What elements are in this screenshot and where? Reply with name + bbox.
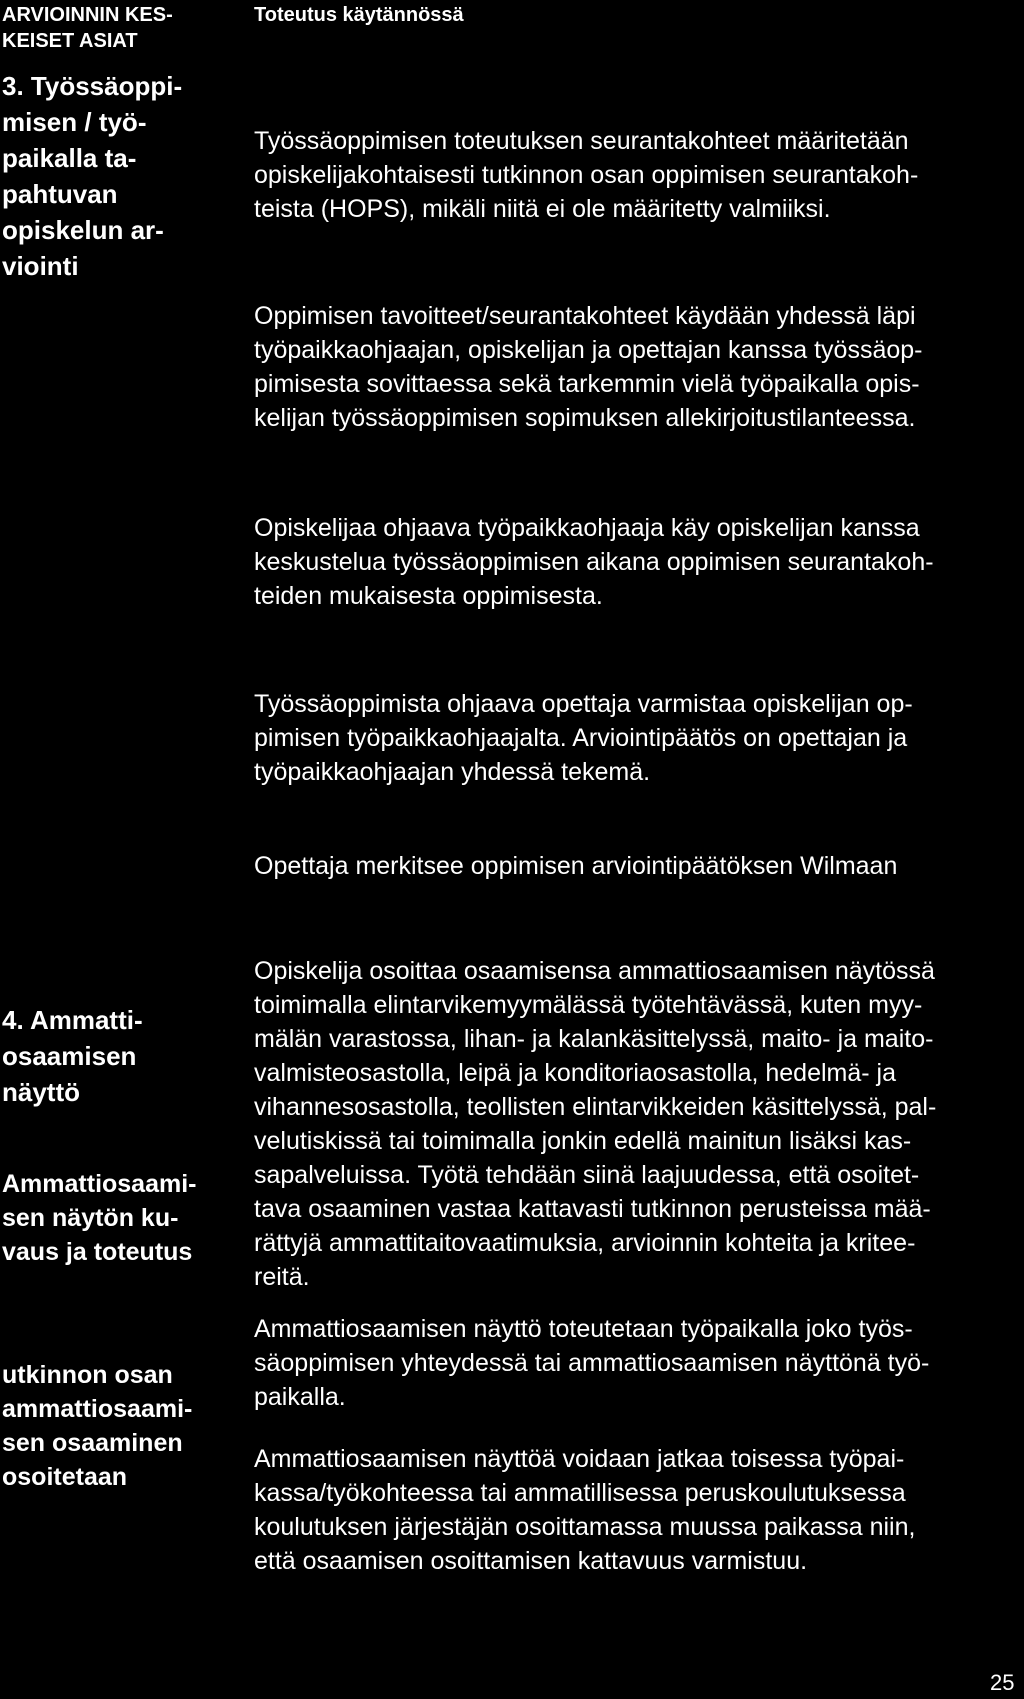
section-4-subheading-scope: utkinnon osan ammattiosaami- sen osaaminen osoitetaan <box>2 1361 193 1491</box>
column-header-left: ARVIOINNIN KES- KEISET ASIAT <box>2 4 173 52</box>
section-3-paragraph-4: Työssäoppimista ohjaava opettaja varmistaa opiskelijan op- pimisen työpaikkaohjaajalta. Arviointipäätös on opettajan ja työpaikkaohjaajan yhdessä tekemä. <box>254 690 913 786</box>
section-4-paragraph-1: Opiskelija osoittaa osaamisensa ammattiosaamisen näytössä toimimalla elintarvikemyymälässä työtehtävässä, kuten myy- mälän varastossa, lihan- ja kalankäsittelyssä, maito- ja maito- valmisteosastolla, leipä ja konditoriaosastolla, hedelmä- ja vihannesosastolla, teollisten elintarvikkeiden käsittelyssä, pal- velutiskissä tai toimimalla jonkin edellä mainitun lisäksi kas- sapalveluissa. Työtä tehdään siinä laajuudessa, että osoitet- tava osaaminen vastaa kattavasti tutkinnon perusteissa mää- rättyjä ammattitaitovaatimuksia, arvioinnin kohteita ja kritee- reitä. <box>254 957 937 1291</box>
section-4-paragraph-3: Ammattiosaamisen näyttöä voidaan jatkaa toisessa työpai- kassa/työkohteessa tai ammatillisessa peruskoulutuksessa koulutuksen järjestäjän osoittamassa muussa paikassa niin, että osaamisen osoittamisen kattavuus varmistuu. <box>254 1445 916 1575</box>
section-3-paragraph-1: Työssäoppimisen toteutuksen seurantakohteet määritetään opiskelijakohtaisesti tutkinnon osan oppimisen seurantakoh- teista (HOPS), mikäli niitä ei ole määritetty valmiiksi. <box>254 127 919 223</box>
section-4-label: 4. Ammatti- osaamisen näyttö <box>2 1005 143 1107</box>
page-number: 25 <box>990 1670 1015 1695</box>
section-4-paragraph-2: Ammattiosaamisen näyttö toteutetaan työpaikalla joko työs- säoppimisen yhteydessä tai ammattiosaamisen näyttönä työ- paikalla. <box>254 1315 930 1411</box>
section-4-subheading-description: Ammattiosaami- sen näytön ku- vaus ja toteutus <box>2 1170 197 1266</box>
section-3-paragraph-2: Oppimisen tavoitteet/seurantakohteet käydään yhdessä läpi työpaikkaohjaajan, opiskelijan ja opettajan kanssa työssäop- pimisesta sovittaessa sekä tarkemmin vielä työpaikalla opis- kelijan työssäoppimisen sopimuksen allekirjoitustilanteessa. <box>254 302 923 432</box>
section-3-paragraph-5: Opettaja merkitsee oppimisen arviointipäätöksen Wilmaan <box>254 852 898 880</box>
section-3-paragraph-3: Opiskelijaa ohjaava työpaikkaohjaaja käy opiskelijan kanssa keskustelua työssäoppimisen aikana oppimisen seurantakoh- teiden mukaisesta oppimisesta. <box>254 514 934 610</box>
column-header-right: Toteutus käytännössä <box>254 4 464 26</box>
section-3-label: 3. Työssäoppi- misen / työ- paikalla ta- pahtuvan opiskelun ar- viointi <box>2 71 183 281</box>
